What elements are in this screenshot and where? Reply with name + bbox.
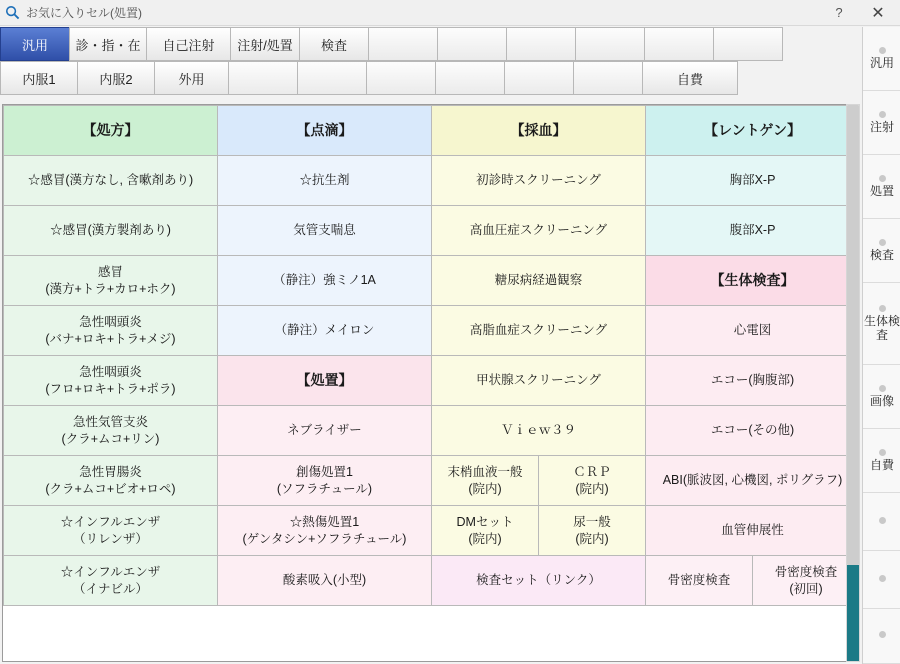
bullet-icon (879, 305, 886, 312)
sidebar-item-label: 生体検査 (863, 313, 900, 342)
favorites-grid (2, 104, 858, 662)
grid-cell[interactable]: （静注）強ミノ1A (218, 256, 432, 306)
tab-内服2[interactable]: 内服2 (77, 61, 155, 95)
grid-cell[interactable]: Ｖｉｅｗ３９ (432, 406, 646, 456)
grid-cell[interactable]: 心電図 (646, 306, 859, 356)
tab-汎用[interactable]: 汎用 (0, 27, 70, 61)
grid-cell[interactable]: ☆インフルエンザ （イナビル） (4, 556, 218, 606)
grid-cell[interactable]: 甲状腺スクリーニング (432, 356, 646, 406)
sidebar-item-注射[interactable] (863, 91, 900, 155)
bullet-icon (879, 47, 886, 54)
tab-blank-6[interactable] (437, 27, 507, 61)
table-row (4, 506, 859, 556)
tab-blank-4[interactable] (297, 61, 367, 95)
sidebar-item-label: 自費 (869, 457, 894, 472)
grid-cell[interactable]: 気管支喘息 (218, 206, 432, 256)
tab-blank-5[interactable] (368, 27, 438, 61)
tab-blank-10[interactable] (713, 27, 783, 61)
sidebar-item-処置[interactable] (863, 155, 900, 219)
table-row (4, 456, 859, 506)
sidebar-item-blank-8[interactable] (863, 551, 900, 609)
grid-cell[interactable]: 急性咽頭炎 (バナ+ロキ+トラ+メジ) (4, 306, 218, 356)
grid-cell[interactable]: （静注）メイロン (218, 306, 432, 356)
grid-cell[interactable]: ☆インフルエンザ （リレンザ） (4, 506, 218, 556)
table-row (4, 106, 859, 156)
sidebar-item-label: 処置 (869, 183, 894, 198)
grid-cell[interactable]: DMセット (院内) (432, 506, 539, 556)
sidebar-item-画像[interactable] (863, 365, 900, 429)
sidebar-item-label: 注射 (869, 119, 894, 134)
table-row (4, 156, 859, 206)
scrollbar-thumb[interactable] (847, 105, 859, 565)
title-bar (0, 0, 900, 26)
close-icon[interactable]: ✕ (871, 4, 885, 22)
grid-cell[interactable]: エコー(胸腹部) (646, 356, 859, 406)
vertical-scrollbar[interactable] (846, 104, 860, 662)
grid-cell[interactable]: 高脂血症スクリーニング (432, 306, 646, 356)
bullet-icon (879, 631, 886, 638)
table-row (4, 306, 859, 356)
tab-自己注射[interactable]: 自己注射 (146, 27, 231, 61)
sidebar-item-label: 画像 (869, 393, 894, 408)
grid-cell[interactable]: 【レントゲン】 (646, 106, 859, 156)
bullet-icon (879, 239, 886, 246)
tab-外用[interactable]: 外用 (154, 61, 229, 95)
grid-cell[interactable]: 末梢血液一般 (院内) (432, 456, 539, 506)
sidebar-item-blank-9[interactable] (863, 609, 900, 664)
grid-cell[interactable]: ☆熱傷処置1 (ゲンタシン+ソフラチュール) (218, 506, 432, 556)
scrollbar-track-highlight[interactable] (847, 565, 859, 661)
tab-内服1[interactable]: 内服1 (0, 61, 78, 95)
table-row (4, 406, 859, 456)
grid-cell[interactable]: エコー(その他) (646, 406, 859, 456)
tab-blank-8[interactable] (575, 27, 645, 61)
grid-cell[interactable]: 感冒 (漢方+トラ+カロ+ホク) (4, 256, 218, 306)
grid-cell[interactable]: 急性気管支炎 (クラ+ムコ+リン) (4, 406, 218, 456)
grid-cell[interactable]: 【処置】 (218, 356, 432, 406)
bullet-icon (879, 449, 886, 456)
grid-cell[interactable]: 【採血】 (432, 106, 646, 156)
tab-blank-9[interactable] (644, 27, 714, 61)
favorites-table (3, 105, 858, 606)
tab-blank-8[interactable] (573, 61, 643, 95)
grid-cell[interactable]: 血管伸展性 (646, 506, 859, 556)
tab-blank-6[interactable] (435, 61, 505, 95)
bullet-icon (879, 385, 886, 392)
sidebar-item-汎用[interactable] (863, 27, 900, 91)
grid-cell[interactable]: 腹部X-P (646, 206, 859, 256)
grid-cell[interactable]: ＣＲＰ (院内) (539, 456, 646, 506)
grid-cell[interactable]: 【点滴】 (218, 106, 432, 156)
grid-cell[interactable]: 【生体検査】 (646, 256, 859, 306)
tab-row-secondary (0, 61, 860, 95)
window-title: お気に入りセル(処置) (26, 6, 142, 20)
bullet-icon (879, 111, 886, 118)
search-icon (0, 1, 24, 25)
grid-cell[interactable]: ABI(脈波図, 心機図, ポリグラフ) (646, 456, 859, 506)
grid-cell[interactable]: 高血圧症スクリーニング (432, 206, 646, 256)
tab-blank-7[interactable] (504, 61, 574, 95)
grid-cell[interactable]: ☆抗生剤 (218, 156, 432, 206)
sidebar-item-label: 汎用 (869, 55, 894, 70)
grid-cell[interactable]: 胸部X-P (646, 156, 859, 206)
tab-blank-3[interactable] (228, 61, 298, 95)
grid-cell[interactable]: 骨密度検査 (646, 556, 753, 606)
grid-cell[interactable]: 創傷処置1 (ソフラチュール) (218, 456, 432, 506)
grid-cell[interactable]: 急性胃腸炎 (クラ+ムコ+ビオ+ロペ) (4, 456, 218, 506)
grid-cell[interactable]: 急性咽頭炎 (フロ+ロキ+トラ+ポラ) (4, 356, 218, 406)
grid-cell[interactable]: 尿一般 (院内) (539, 506, 646, 556)
category-sidebar (862, 27, 900, 664)
grid-cell[interactable]: 酸素吸入(小型) (218, 556, 432, 606)
table-row (4, 556, 859, 606)
sidebar-item-label: 検査 (869, 247, 894, 262)
bullet-icon (879, 175, 886, 182)
tab-注射/処置[interactable]: 注射/処置 (230, 27, 300, 61)
grid-cell[interactable]: 【処方】 (4, 106, 218, 156)
grid-cell[interactable]: ネブライザー (218, 406, 432, 456)
tab-row-primary (0, 27, 860, 61)
sidebar-item-自費[interactable] (863, 429, 900, 493)
table-row (4, 356, 859, 406)
tab-診・指・在[interactable]: 診・指・在 (69, 27, 147, 61)
bullet-icon (879, 575, 886, 582)
help-button[interactable]: ? (835, 5, 843, 20)
grid-cell[interactable]: 糖尿病経過観察 (432, 256, 646, 306)
sidebar-item-検査[interactable] (863, 219, 900, 283)
table-row (4, 256, 859, 306)
sidebar-item-blank-7[interactable] (863, 493, 900, 551)
grid-cell[interactable]: 骨密度検査 (初回) (753, 556, 859, 606)
grid-cell[interactable]: 検査セット（リンク） (432, 556, 646, 606)
sidebar-item-生体検査[interactable] (863, 283, 900, 365)
favorites-table-body (4, 106, 859, 606)
tab-検査[interactable]: 検査 (299, 27, 369, 61)
tab-自費[interactable]: 自費 (642, 61, 738, 95)
bullet-icon (879, 517, 886, 524)
tab-blank-7[interactable] (506, 27, 576, 61)
grid-cell[interactable]: 初診時スクリーニング (432, 156, 646, 206)
table-row (4, 206, 859, 256)
grid-cell[interactable]: ☆感冒(漢方製剤あり) (4, 206, 218, 256)
grid-cell[interactable]: ☆感冒(漢方なし, 含嗽剤あり) (4, 156, 218, 206)
tab-blank-5[interactable] (366, 61, 436, 95)
